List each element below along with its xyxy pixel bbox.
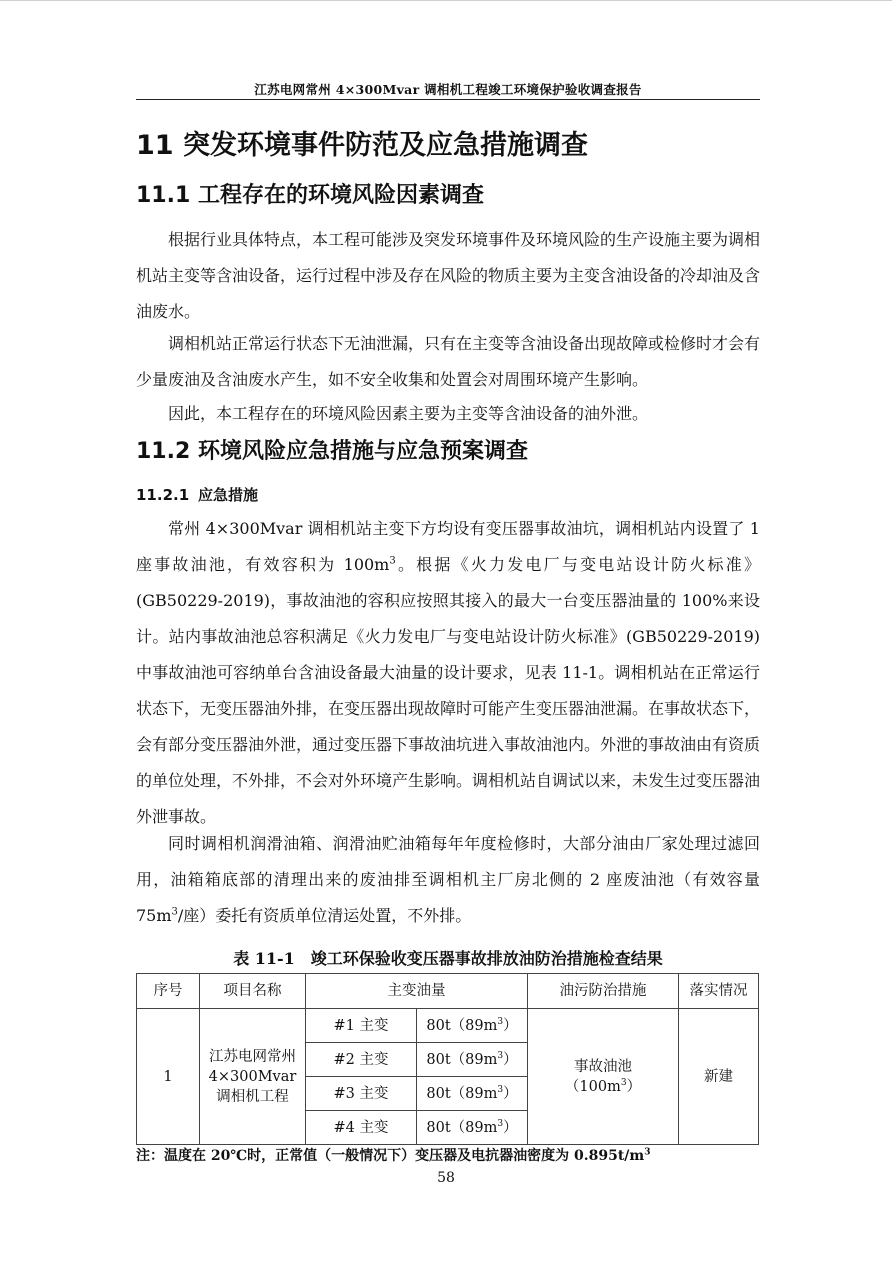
page-top-border	[0, 0, 892, 1]
transformer-cell: #1 主变	[306, 1009, 417, 1043]
oil-volume-text: 80t（89m	[426, 1119, 498, 1136]
table-header-cell: 序号	[137, 974, 200, 1009]
oil-volume-text: 80t（89m	[426, 1085, 498, 1102]
paragraph-text: 常州 4×300Mvar 调相机站主变下方均设有变压器事故油坑，调相机站内设置了 1 座事故油池，有效容积为 100m	[136, 519, 760, 574]
oil-measures-table	[136, 973, 759, 1145]
section-title: 工程存在的环境风险因素调查	[198, 183, 485, 208]
measure-text: ）	[626, 1078, 642, 1095]
table-header-row	[137, 974, 759, 1009]
section-title: 环境风险应急措施与应急预案调查	[198, 439, 529, 464]
section-heading-11-1	[136, 180, 484, 212]
paragraph	[136, 826, 760, 934]
superscript: 3	[171, 906, 178, 918]
header-rule	[136, 99, 760, 100]
paragraph-text: 同时调相机润滑油箱、润滑油贮油箱每年年度检修时，大部分油由厂家处理过滤回用，油箱箱底部的清理出来的废油排至调相机主厂房北侧的 2 座废油池（有效容量 75m	[136, 834, 760, 925]
oil-volume-text: 80t（89m	[426, 1051, 498, 1068]
oil-volume-text: ）	[503, 1051, 518, 1068]
superscript: 3	[389, 555, 396, 567]
transformer-cell: #4 主变	[306, 1111, 417, 1145]
oil-volume-cell	[417, 1043, 528, 1077]
subsection-number: 11.2.1	[136, 486, 190, 504]
superscript: 3	[620, 1077, 627, 1088]
superscript: 3	[497, 1084, 504, 1095]
superscript: 3	[644, 1147, 651, 1158]
oil-volume-cell	[417, 1009, 528, 1043]
section-number: 11.2	[136, 439, 191, 464]
measure-cell	[528, 1009, 679, 1145]
page-number: 58	[437, 1170, 455, 1186]
measure-text: 事故油池	[574, 1058, 632, 1075]
status-cell: 新建	[679, 1009, 759, 1145]
paragraph: 调相机站正常运行状态下无油泄漏，只有在主变等含油设备出现故障或检修时才会有少量废油及含油废水产生，如不安全收集和处置会对周围环境产生影响。	[136, 334, 761, 389]
oil-volume-text: ）	[503, 1017, 518, 1034]
transformer-cell: #2 主变	[306, 1043, 417, 1077]
project-name-cell: 江苏电网常州 4×300Mvar 调相机工程	[200, 1009, 306, 1145]
paragraph	[136, 511, 760, 835]
oil-volume-text: ）	[503, 1085, 518, 1102]
superscript: 3	[497, 1118, 504, 1129]
note-text: 注：温度在 20℃时，正常值（一般情况下）变压器及电抗器油密度为 0.895t/m	[136, 1148, 645, 1164]
table-row	[137, 1009, 759, 1043]
paragraph-text: /座）委托有资质单位清运处置，不外排。	[177, 906, 472, 925]
subsection-heading-11-2-1	[136, 484, 258, 506]
oil-volume-text: ）	[503, 1119, 518, 1136]
chapter-title: 11 突发环境事件防范及应急措施调查	[136, 130, 588, 161]
paragraph: 因此，本工程存在的环境风险因素主要为主变等含油设备的油外泄。	[168, 404, 649, 423]
table-header-cell: 落实情况	[679, 974, 759, 1009]
table-caption: 表 11-1 竣工环保验收变压器事故排放油防治措施检查结果	[233, 949, 663, 968]
table-header-cell: 油污防治措施	[528, 974, 679, 1009]
oil-volume-text: 80t（89m	[426, 1017, 498, 1034]
subsection-title: 应急措施	[198, 486, 259, 504]
table-note	[136, 1146, 651, 1166]
table-header-cell: 主变油量	[306, 974, 528, 1009]
paragraph: 根据行业具体特点，本工程可能涉及突发环境事件及环境风险的生产设施主要为调相机站主变等含油设备，运行过程中涉及存在风险的物质主要为主变含油设备的冷却油及含油废水。	[136, 230, 761, 321]
superscript: 3	[497, 1016, 504, 1027]
superscript: 3	[497, 1050, 504, 1061]
measure-capacity	[532, 1077, 674, 1097]
section-heading-11-2	[136, 436, 528, 468]
seq-cell: 1	[137, 1009, 200, 1145]
transformer-cell: #3 主变	[306, 1077, 417, 1111]
paragraph-text: 。根据《火力发电厂与变电站设计防火标准》(GB50229-2019)，事故油池的容积应按照其接入的最大一台变压器油量的 100%来设计。站内事故油池总容积满足《火力发电厂与变电站设计防火标准》(GB50229-2019)中事故油池可容纳单台含油设备最大油量的设计要求，见表 11-1。调相机站在正常运行状态下，无变压器油外排，在变压器出现故障时可能产生变压器油泄漏。在事故状态下，会有部分变压器油外泄，通过变压器下事故油坑进入事故油池内。外泄的事故油由有资质的单位处理，不外排，不会对外环境产生影响。调相机站自调试以来，未发生过变压器油外泄事故。	[136, 555, 761, 826]
oil-volume-cell	[417, 1111, 528, 1145]
section-number: 11.1	[136, 183, 191, 208]
table-header-cell: 项目名称	[200, 974, 306, 1009]
running-header: 江苏电网常州 4×300Mvar 调相机工程竣工环境保护验收调查报告	[254, 82, 642, 97]
measure-text: （100m	[564, 1078, 621, 1095]
oil-volume-cell	[417, 1077, 528, 1111]
